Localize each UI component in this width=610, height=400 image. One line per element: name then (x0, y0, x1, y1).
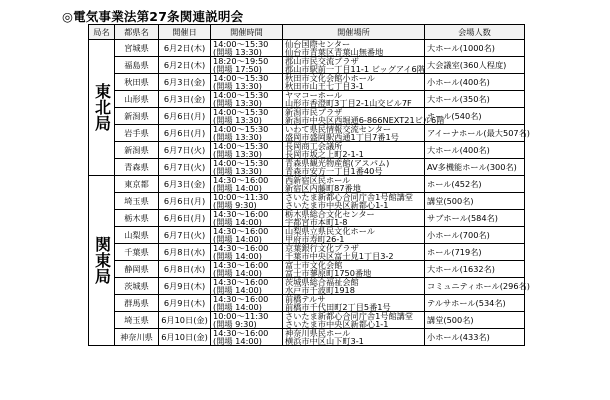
venue-cell (283, 278, 425, 295)
bureau-cell (89, 176, 115, 346)
capacity-cell: 大会議室(360人程度) (425, 57, 525, 74)
venue-address: 前橋市千代田町2丁目5番1号 (285, 302, 391, 312)
doors-open-time: (開場 13:30) (213, 98, 262, 108)
capacity-cell: コミュニティホール(296名) (425, 278, 525, 295)
table-row (89, 329, 525, 346)
table-row (89, 91, 525, 108)
capacity-cell: ホール(719名) (425, 244, 525, 261)
time-range: 14:00～15:30 (213, 39, 269, 49)
venue-cell (283, 142, 425, 159)
table-row (89, 142, 525, 159)
header-bureau: 局名 (89, 25, 115, 40)
table-header-row (89, 25, 525, 40)
time-cell (211, 295, 283, 312)
time-range: 14:00～15:30 (213, 107, 269, 117)
venue-name: いわて県民情報交流センター (285, 124, 392, 134)
date-cell: 6月3日(金) (159, 74, 211, 91)
venue-name: さいたま新都心合同庁舎1号館講堂 (285, 192, 414, 202)
time-cell (211, 159, 283, 176)
header-prefecture: 都県名 (115, 25, 159, 40)
schedule-table (88, 24, 530, 346)
venue-name: 栃木県総合文化センター (285, 209, 375, 219)
date-cell: 6月8日(水) (159, 261, 211, 278)
doors-open-time: (開場 14:00) (213, 285, 262, 295)
time-cell (211, 210, 283, 227)
header-venue: 開催場所 (283, 25, 425, 40)
time-cell (211, 329, 283, 346)
date-cell: 6月6日(月) (159, 108, 211, 125)
table-row (89, 261, 525, 278)
time-range: 14:30～16:00 (213, 328, 269, 338)
header-date: 開催日 (159, 25, 211, 40)
venue-address: さいたま市中央区新都心1-1 (285, 200, 389, 210)
doors-open-time: (開場 13:30) (213, 81, 262, 91)
prefecture-cell: 秋田県 (115, 74, 159, 91)
date-cell: 6月7日(火) (159, 159, 211, 176)
table-row (89, 40, 525, 57)
venue-cell (283, 312, 425, 329)
capacity-cell: 講堂(500名) (425, 312, 525, 329)
table-row (89, 244, 525, 261)
table-row (89, 108, 525, 125)
venue-address: 盛岡市盛岡駅西通1丁目7番1号 (285, 132, 399, 142)
venue-address: 仙台市青葉区青葉山無番地 (285, 47, 384, 57)
time-cell (211, 57, 283, 74)
venue-name: 仙台国際センター (285, 39, 351, 49)
venue-cell (283, 40, 425, 57)
prefecture-cell: 新潟県 (115, 108, 159, 125)
doors-open-time: (開場 14:00) (213, 251, 262, 261)
bureau-name: 関東局 (92, 236, 112, 284)
venue-cell (283, 210, 425, 227)
venue-name: 神奈川県民ホール (285, 328, 351, 338)
prefecture-cell: 栃木県 (115, 210, 159, 227)
prefecture-cell: 岩手県 (115, 125, 159, 142)
time-range: 14:00～15:30 (213, 73, 269, 83)
prefecture-cell: 群馬県 (115, 295, 159, 312)
capacity-cell: ホール(452名) (425, 176, 525, 193)
venue-cell (283, 57, 425, 74)
capacity-cell: 大ホール(1632名) (425, 261, 525, 278)
time-cell (211, 227, 283, 244)
venue-cell (283, 91, 425, 108)
capacity-cell: 大ホール(400名) (425, 142, 525, 159)
date-cell: 6月3日(金) (159, 91, 211, 108)
time-range: 14:30～16:00 (213, 294, 269, 304)
venue-address: 新潟市中央区西堀通6-866NEXT21ビル6階 (285, 115, 445, 125)
time-range: 14:30～16:00 (213, 260, 269, 270)
venue-address: 甲府市寿町26-1 (285, 234, 345, 244)
prefecture-cell: 山形県 (115, 91, 159, 108)
time-cell (211, 176, 283, 193)
date-cell: 6月6日(月) (159, 193, 211, 210)
time-range: 18:20～19:50 (213, 56, 269, 66)
time-cell (211, 278, 283, 295)
doors-open-time: (開場 13:30) (213, 149, 262, 159)
table-row (89, 193, 525, 210)
time-cell (211, 108, 283, 125)
date-cell: 6月6日(月) (159, 210, 211, 227)
venue-name: 西新宿区民ホール (285, 175, 351, 185)
doors-open-time: (開場 14:00) (213, 183, 262, 193)
venue-name: ヤマコーホール (285, 90, 343, 100)
table-row (89, 74, 525, 91)
venue-cell (283, 261, 425, 278)
prefecture-cell: 新潟県 (115, 142, 159, 159)
header-capacity: 会場人数 (425, 25, 525, 40)
capacity-cell: テルサホール(534名) (425, 295, 525, 312)
time-cell (211, 193, 283, 210)
time-range: 14:00～15:30 (213, 124, 269, 134)
venue-name: 茨城県総合福祉会館 (285, 277, 359, 287)
prefecture-cell: 福島県 (115, 57, 159, 74)
bureau-cell (89, 40, 115, 176)
doors-open-time: (開場 9:30) (213, 200, 257, 210)
time-range: 14:30～16:00 (213, 209, 269, 219)
date-cell: 6月2日(木) (159, 40, 211, 57)
bureau-name: 東北局 (92, 83, 112, 131)
venue-address: 秋田市山王七丁目3-1 (285, 81, 364, 91)
venue-address: 千葉市中央区富士見1丁目3-2 (285, 251, 394, 261)
document-title: ◎電気事業法第27条関連説明会 (62, 9, 244, 24)
table-body (89, 39, 530, 346)
time-cell (211, 142, 283, 159)
date-cell: 6月3日(金) (159, 176, 211, 193)
venue-address: 新宿区内藤町87番地 (285, 183, 361, 193)
venue-cell (283, 295, 425, 312)
venue-cell (283, 227, 425, 244)
venue-cell (283, 329, 425, 346)
venue-cell (283, 244, 425, 261)
capacity-cell: アイーナホール(最大507名) (425, 125, 525, 142)
venue-address: 青森市安方一丁目1番40号 (285, 166, 383, 176)
doors-open-time: (開場 14:00) (213, 217, 262, 227)
capacity-cell: 小ホール(700名) (425, 227, 525, 244)
table-row (89, 159, 525, 176)
time-range: 14:00～15:30 (213, 90, 269, 100)
doors-open-time: (開場 14:00) (213, 268, 262, 278)
table-row (89, 57, 525, 74)
venue-address: 長岡市坂之上町2-1-1 (285, 149, 364, 159)
time-range: 10:00～11:30 (213, 311, 269, 321)
table-row (89, 278, 525, 295)
date-cell: 6月2日(木) (159, 57, 211, 74)
table-row (89, 295, 525, 312)
date-cell: 6月6日(月) (159, 125, 211, 142)
venue-name: 郡山市民交流プラザ (285, 56, 359, 66)
time-range: 14:00～15:30 (213, 141, 269, 151)
time-range: 14:30～16:00 (213, 175, 269, 185)
table-row (89, 227, 525, 244)
venue-address: 富士市蓼原町1750番地 (285, 268, 372, 278)
time-range: 14:30～16:00 (213, 277, 269, 287)
capacity-cell: 大ホール(1000名) (425, 40, 525, 57)
prefecture-cell: 埼玉県 (115, 193, 159, 210)
table-row (89, 312, 525, 329)
date-cell: 6月9日(木) (159, 278, 211, 295)
time-cell (211, 261, 283, 278)
time-cell (211, 125, 283, 142)
venue-name: 青森県観光物産館(アスパム) (285, 158, 390, 168)
time-cell (211, 40, 283, 57)
venue-cell (283, 159, 425, 176)
time-range: 14:30～16:00 (213, 226, 269, 236)
capacity-cell: サブホール(584名) (425, 210, 525, 227)
venue-name: 新潟市民プラザ (285, 107, 343, 117)
time-range: 10:00～11:30 (213, 192, 269, 202)
time-cell (211, 312, 283, 329)
prefecture-cell: 静岡県 (115, 261, 159, 278)
venue-name: 富士市文化会館 (285, 260, 343, 270)
doors-open-time: (開場 14:00) (213, 336, 262, 346)
venue-address: 宇都宮市本町1-8 (285, 217, 348, 227)
capacity-cell: 大ホール(350名) (425, 91, 525, 108)
date-cell: 6月10日(金) (159, 312, 211, 329)
date-cell: 6月8日(水) (159, 244, 211, 261)
prefecture-cell: 埼玉県 (115, 312, 159, 329)
capacity-cell: AV多機能ホール(300名) (425, 159, 525, 176)
date-cell: 6月7日(火) (159, 227, 211, 244)
table-row (89, 176, 525, 193)
doors-open-time: (開場 13:30) (213, 47, 262, 57)
date-cell: 6月10日(金) (159, 329, 211, 346)
capacity-cell: 小ホール(433名) (425, 329, 525, 346)
time-range: 14:30～16:00 (213, 243, 269, 253)
time-cell (211, 91, 283, 108)
doors-open-time: (開場 14:00) (213, 234, 262, 244)
capacity-cell: 講堂(500名) (425, 193, 525, 210)
venue-address: 横浜市中区山下町3-1 (285, 336, 364, 346)
venue-cell (283, 125, 425, 142)
table-row (89, 125, 525, 142)
header-time: 開催時間 (211, 25, 283, 40)
venue-name: 前橋テルサ (285, 294, 326, 304)
time-range: 14:00～15:30 (213, 158, 269, 168)
doors-open-time: (開場 17:50) (213, 64, 262, 74)
prefecture-cell: 青森県 (115, 159, 159, 176)
table-row (89, 210, 525, 227)
doors-open-time: (開場 9:30) (213, 319, 257, 329)
capacity-cell: 小ホール(400名) (425, 74, 525, 91)
venue-address: さいたま市中央区新都心1-1 (285, 319, 389, 329)
capacity-cell: ホール(540名) (425, 108, 525, 125)
venue-address: 水戸市千波町1918 (285, 285, 355, 295)
venue-name: 山梨県立県民文化ホール (285, 226, 375, 236)
prefecture-cell: 山梨県 (115, 227, 159, 244)
doors-open-time: (開場 13:30) (213, 166, 262, 176)
venue-cell (283, 74, 425, 91)
doors-open-time: (開場 13:30) (213, 115, 262, 125)
venue-cell (283, 107, 445, 125)
doors-open-time: (開場 14:00) (213, 302, 262, 312)
venue-name: 秋田市文化会館小ホール (285, 73, 375, 83)
prefecture-cell: 千葉県 (115, 244, 159, 261)
time-cell (211, 244, 283, 261)
prefecture-cell: 茨城県 (115, 278, 159, 295)
venue-address: 山形市香澄町3丁目2-1山交ビル7F (285, 98, 412, 108)
date-cell: 6月9日(木) (159, 295, 211, 312)
prefecture-cell: 神奈川県 (115, 329, 159, 346)
date-cell: 6月7日(火) (159, 142, 211, 159)
time-cell (211, 74, 283, 91)
venue-name: さいたま新都心合同庁舎1号館講堂 (285, 311, 414, 321)
prefecture-cell: 宮城県 (115, 40, 159, 57)
doors-open-time: (開場 13:30) (213, 132, 262, 142)
venue-cell (283, 193, 425, 210)
venue-name: 長岡商工会議所 (285, 141, 343, 151)
venue-cell (283, 176, 425, 193)
venue-address: 郡山市駅前一丁目11-1 ビッグアイ6階 (285, 64, 425, 74)
venue-name: 京葉銀行文化プラザ (285, 243, 359, 253)
prefecture-cell: 東京都 (115, 176, 159, 193)
